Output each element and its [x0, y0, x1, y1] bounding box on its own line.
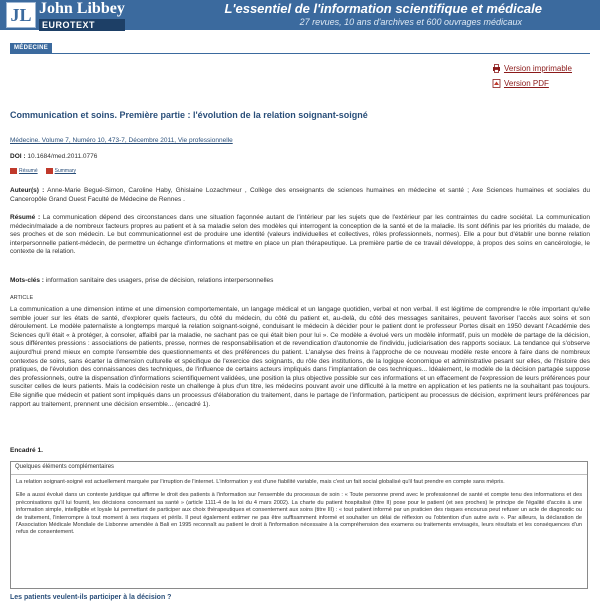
doi-line [10, 153, 97, 160]
printer-icon [492, 64, 501, 73]
encadre-paragraph-1: La relation soignant-soigné est actuellement marquée par l'irruption de l'internet. L'information y est d'une fiabilité variable, mais c'est un fait social globalisé qu'il faut prendre en compte sans mépris. [16, 479, 505, 485]
article-body: La communication a une dimension intime et une dimension comportementale, un langage médical et un langage quotidien, verbal et non verbal. Il est légitime de comprendre le rôle important qu'elle semble jouer sur les états de santé, d'explorer quels facteurs, du côté du médecin, du côté du patient et, au-delà, du côté des messages sanitaires, peuvent favoriser l'accès aux soins et son déroulement. Le modèle paternaliste a longtemps marqué la relation soignant-soigné, conduisant le médecin à décider pour le patient dont le professeur Portes disait en 1950 devant l'Académie des Sciences qu'il était « à protéger, à consoler, affaibli par la maladie, ne sachant pas ce qui était bien pour lui ». Ce modèle a évolué vers un modèle informatif, puis un modèle de partage de la décision, sous différentes pressions : associations de patients, presse, normes de responsabilisation et de revendication d'autonomie de l'individu, judiciarisation des rapports sociaux. La tendance qui s'observe aujourd'hui prend mieux en compte l'ensemble des questionnements et des préférences du patient. L'analyse des freins à l'approche de ce nouveau modèle reste encore à faire dans de nombreux contextes de soins, sans écarter la dimension culturelle et spécifique de l'exercice des soignants, du rôle des institutions, de la logique économique et administrative pesant sur elles, de l'histoire des pratiques, de l'évolution des connaissances des techniques, de l'influence de certains acteurs impliqués dans l'implantation de ces techniques... Idéalement, le modèle de la décision partagée suppose des professionnels, outre la dispensation d'informations scientifiquement validées, une position la plus objective possible sur ces informations et un effacement de l'expression de leurs préférences pour susciter celles de leurs patients. Mais la codécision reste un challenge à plus d'un titre, les médecins pouvant avoir une difficulté à la mettre en application et les patients ne la souhaitant pas toujours. Elle signifie que médecin et patient sont impliqués dans un processus d'élaboration du traitement, dans le partage de l'information, participent au processus de décision, expriment leurs préférences par rapport au traitement, prennent une décision ensemble... (encadré 1). [10, 306, 590, 408]
article-title: Communication et soins. Première partie : l'évolution de la relation soignant-soigné [10, 110, 368, 120]
authors-text: Anne-Marie Begué-Simon, Caroline Haby, Ghislaine Lozachmeur , Collège des enseignants de sciences humaines en médecine et santé ; Axe Sciences humaines et sociales du Canceropôle Grand Ouest Faculté de Médecine de Rennes . [10, 187, 591, 203]
resume-block [10, 214, 590, 257]
side-links [492, 64, 572, 94]
publisher-logo[interactable] [6, 2, 125, 28]
logo-name: John Libbey [39, 0, 125, 17]
section-tab-medecine[interactable]: MÉDECINE [10, 43, 52, 53]
doi-value: 10.1684/med.2011.0776 [27, 153, 98, 160]
summary-button[interactable] [46, 168, 76, 174]
article-section-label: ARTICLE [10, 295, 34, 301]
logo-mark: JL [6, 2, 36, 28]
keywords-block [10, 277, 590, 286]
encadre-body [11, 475, 587, 547]
authors-block [10, 187, 590, 204]
encadre-box [10, 461, 588, 589]
section-divider [10, 53, 590, 54]
keywords-label: Mots-clés : [10, 277, 44, 284]
encadre-paragraph-2: Elle a aussi évolué dans un contexte juridique qui affirme le droit des patients à l'information sur l'ensemble du processus de soin : « Toute personne prend avec le professionnel de santé et compte tenu des informations et des préconisations qu'il lui fournit, les décisions concernant sa santé » (article 1111-4 de la loi du 4 mars 2002). La charte du patient hospitalisé (titre II) pose pour le patient (et ses proches) le principe de l'égalité d'accès à une information simple, intelligible et loyale lui permettant de participer aux choix thérapeutiques et consentement aux soins (titre III) : « tout patient informé par un praticien des risques encourus peut refuser un acte de diagnostic ou de traitement, l'interrompre à tout moment à ses risques et périls. Il peut également estimer ne pas être suffisamment informé et souhaiter un délai de réflexion ou l'obtention d'un autre avis ». Par ailleurs, la déclaration de l'Association Médicale Mondiale de Lisbonne amendée à Bali en 1995 reconnaît au patient le droit à l'information nécessaire à la compréhension des examens ou traitements envisagés, leurs résultats et les conséquences d'un refus de consentement. [16, 492, 582, 536]
next-section-heading: Les patients veulent-ils participer à la décision ? [10, 594, 172, 601]
summary-button-label: Summary [54, 168, 77, 174]
resume-button[interactable] [10, 168, 38, 174]
pdf-version-link[interactable] [492, 79, 572, 88]
logo-sub: EUROTEXT [39, 19, 125, 31]
article-citation-link[interactable]: Médecine. Volume 7, Numéro 10, 473-7, Décembre 2011, Vie professionnelle [10, 137, 233, 144]
pdf-icon [492, 79, 501, 88]
resume-label: Résumé : [10, 214, 41, 221]
authors-label: Auteur(s) : [10, 187, 45, 194]
doi-label: DOI : [10, 153, 26, 160]
pdf-small-icon [10, 168, 17, 174]
encadre-label: Encadré 1. [10, 447, 43, 454]
encadre-heading: Quelques éléments complémentaires [11, 462, 587, 475]
pdf-version-label: Version PDF [503, 79, 549, 88]
print-version-label: Version imprimable [503, 64, 572, 73]
site-subtagline: 27 revues, 10 ans d'archives et 600 ouvrages médicaux [299, 17, 522, 27]
abstract-buttons [10, 168, 76, 174]
keywords-text: information sanitaire des usagers, prise de décision, relations interpersonnelles [45, 277, 274, 284]
resume-button-label: Résumé [19, 168, 38, 174]
pdf-small-icon [46, 168, 53, 174]
site-header [0, 0, 600, 30]
site-tagline: L'essentiel de l'information scientifique et médicale [224, 1, 542, 16]
print-version-link[interactable] [492, 64, 572, 73]
resume-text: La communication dépend des circonstances dans une situation façonnée autant de l'intérieur par les sujets que de l'extérieur par les contraintes du cadre sociétal. La communication médecin/malade a de nombreux facteurs propres au patient et à sa maladie selon des modèles qui interrogent la conception de la santé et de la maladie. Ils sont définis par les priorités du malade, de ses proches et de son médecin. Le but communicationnel est de produire une identité (valeurs individuelles et collectives, rôles professionnels, normes). Elle a pour but d'établir une bonne relation interpersonnelle patient-médecin, de permettre un échange d'informations et mettre en place un plan thérapeutique. La première partie de ce travail développe, à propos des soins en cancérologie, le contexte de la relation. [10, 214, 590, 256]
